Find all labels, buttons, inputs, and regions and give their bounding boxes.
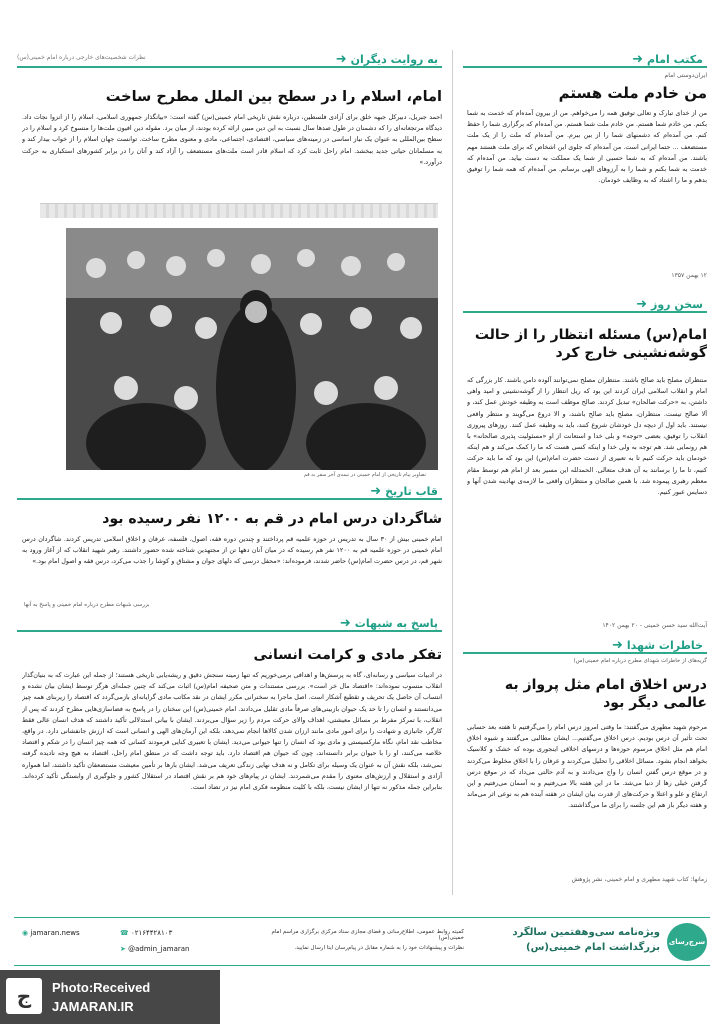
section-header-ghab-tarikh [17,482,442,500]
section-subheader: گریه‌های از خاطرات شهدای مطرح درباره امام خمینی(س) [573,658,707,664]
article-title: تفکر مادی و کرامت انسانی [253,647,442,663]
arrow-left-icon: ➜ [632,51,644,67]
article-body: مرحوم شهید مطهری می‌گفتند: ما وقتی امروز درس امام را می‌گرفتیم تا هفته بعد حسابی تحت تأثیر آن درس بودیم. درس اخلاق می‌گفتیم... ایشان مطالبی می‌گفتند و شیوه اخلاق امام هم مثل اخلاق مرسوم حوزه‌ها و درسهای اخلاقی اینجوری بوده که خشک و کلاسیک بخواهد انجام بشود. مسائل اخلاقی را تحلیل می‌کردند و عرفان را با اخلاق مخلوط می‌کردند و در موقع درس گفتن انسان را واج می‌دادند و به آدم حالتی می‌داد که در موقع درس گرفتن خیلی رها از دنیا می‌شد. ما در این هفته بالا می‌رفتیم و به آسمان می‌رفتیم و این ارتفاع و علو و اعتلا و حرکت‌های از قدرت بیان ایشان در هفته آینده هم به نوعی اثر می‌ماند و هفته دیگر باز هم این جلسه را برای ما می‌گذاشتند. [467,723,707,810]
logo [667,923,707,961]
footer-info-line2: نظرات و پیشنهادات خود را به شماره مقابل در پیام‌رسان ایتا ارسال نمایید. [294,945,464,951]
article-title: درس اخلاق امام مثل پرواز به عالمی دیگر بود [504,677,707,712]
section-header-label: قاب تاریخ [385,484,438,498]
section-header-label: مکتب امام [647,52,703,66]
section-header-label: پاسخ به شبهات [354,616,438,630]
arrow-left-icon: ➜ [370,483,382,499]
phone-number[interactable] [120,929,172,937]
globe-icon: ◉ [22,929,29,937]
site-text: jamaran.news [30,929,80,937]
arrow-left-icon: ➜ [335,51,347,67]
handle-text: @admin_jamaran [128,945,190,953]
article-body: منتظران مصلح باید صالح باشند. منتظران مصلح نمی‌توانند آلوده دامن باشند. کار بزرگی که امام و انقلاب اسلامی ایران کردند این بود که ریل انتظار را از گوشه‌نشینی و امید واهی داشتن، به «حرکت صالحان» تبدیل کردند. صالح موظف است به وظیفه خودش عمل کند، و آلا صالح نیست. منتظران، مصلح باید صالح باشند، و الا دروغ می‌گویند و منتظر واقعی نیستند. باید اول از دیچه دل خودشان شروع کنند، باید به وظیفه عمل کنند. روزهای پیروزی انقلاب را توفیق، بعضی «توجه» و بلی خدا و استعانت از او «مسئولیت پذیری صالحانه» با هم رونمایی شد. هم توجه به ولی خدا و اینکه کسی هست که ما را کمک می‌کند و هم اینکه خودمان باید حرکت کنیم تا به تعبیری از دست حضرت امام(س) این بود که ما باید حرکت کنیم، تا ما را برسانند به آن هدف متعالی. الحمدلله این مسیر بعد از امام هم توسط مقام معظم رهبری پیموده شد. با همین صالحان و منتظران واقعی ما لازمه‌ی نهادینه شدن آنها و دسایس عبور کنیم. [467,376,707,497]
phone-icon: ☎ [120,929,129,937]
send-icon: ➤ [120,945,126,953]
footer-info-line1: کمیته روابط عمومی، اطلاع‌رسانی و فضای مجازی ستاد مرکزی برگزاری مراسم امام خمینی(س) [271,929,464,941]
photo-caption: تصاویر پیام تاریخی از امام خمینی در نیمه‌ی آخر سفر به قم [303,472,426,478]
section-header-label: خاطرات شهدا [626,638,703,652]
historical-photo [62,224,442,474]
article-body: در ادبیات سیاسی و رسانه‌ای، گاه به پرسش‌ها و اهدافی برمی‌خوریم که تنها زمینه سنجش دقیق و ریشه‌یابی تاریخی هستند؛ از جمله این عبارت که به بنیان‌گذار انقلاب منسوب نموده‌اند: «اقتصاد مال خر است». بررسی مستندات و متن صحیفه امام(س) اثبات می‌کند که چنین جمله‌ای هرگز توسط ایشان بیان نشده و انتساب آن حاصل یک تحریف و تقطیع آشکار است. اصل ماجرا به سخنرانی مکرر ایشان در نقد مکاتب مادی گرایانه‌ای بازمی‌گردد که اقتصاد را زیربنای همه چیز می‌دانستند و انسان را تا حد یک حیوان بازبینی‌های صرفاً مادی تقلیل می‌دادند. امام خمینی(س) این سخنان را در پاسخ به فضاسازی‌هایی مطرح کردند که پس از انقلاب، با تمرکز مفرط بر مسائل معیشتی، اهداف والای حرکت مردم را زیر سؤال می‌بردند. ایشان با بیانی استدلالی تأکید داشتند که هدف انسان عالی فقط کارگر، جانبازی و شهادت را برای امور مادی مانند ارزان شدن کالاها انجام نمی‌دهد، بلکه این آرمان‌های الهی و انسانی است که ارزش جانفشانی دارد. در واقع، مخاطب نقد امام، نگاه مارکسیستی و مادی بود که انسان را تنها حیوانی می‌دید. ایشان با تعبیری کنایی فرمودند کسانی که همه چیز انسان را در شکم و اقتصاد خلاصه می‌کنند، او را با حیوان برابر دانسته‌اند، چون که حیوان هم اقتصاد دارد. باید توجه داشت که در منطق امام راحل، اقتصاد به هیچ وجه نادیده گرفته نمی‌شد، بلکه نقش آن به عنوان یک وسیله برای تکامل و نه هدف نهایی زندگی تعریف می‌شد. ایشان بارها بر تأمین معیشت مستضعفان تأکید داشتند، اما همواره آزادی و استقلال و ارزش‌های معنوی را مقدم می‌شمردند. ایشان در پیام‌های خود هم بر نقش اقتصاد در استقلال کشور و جلوگیری از وابستگی تأکید کرده‌اند. بنابراین جمله مذکور نه تنها از ایشان نیست، بلکه با کلیت منظومه فکری امام نیز در تضاد است. [22,671,442,792]
section-header-be-revayat [17,50,442,68]
article-title: امام(س) مسئله انتظار را از حالت گوشه‌نشینی خارج کرد [474,327,707,362]
section-header-maktab [463,50,707,68]
section-header-khaterat [463,636,707,654]
logo-text: سرچ‌رسای [668,938,706,946]
arrow-left-icon: ➜ [636,296,648,312]
article-title: من خادم ملت هستم [558,84,707,102]
arrow-left-icon: ➜ [611,637,623,653]
arrow-left-icon: ➜ [339,615,351,631]
section-subheader: بررسی شبهات مطرح درباره امام خمینی و پاسخ به آنها [24,602,150,608]
section-subheader: ایران‌دوستی امام [664,72,707,79]
article-body: امام خمینی بیش از ۳۰ سال به تدریس در حوزه علمیه قم پرداختند و چندین دوره فقه، اصول، فلسفه، عرفان و اخلاق اسلامی تدریس کردند. شاگردان درس امام خمینی در حوزه علمیه قم به ۱۲۰۰ نفر هم رسیده که در میان آنان دهها تن از مجتهدین شناخته شده حضور داشتند. رهبر شهید انقلاب که از آغاز ورود به شهر قم، در درس حضرت امام(س) حاضر شدند، فرموده‌اند: «محفل درسی که دلهای جوان و مشتاق و کوشا را جذب می‌کرد، درس فقه و اصول امام بود.» [22,535,442,566]
article-source: آیت‌الله سید حسن خمینی - ۲۰ بهمن ۱۴۰۲ [602,622,707,629]
section-header-label: به روایت دیگران [350,52,438,66]
column-divider [452,50,453,895]
phone-text: ۰۲۱۶۴۴۲۸۱۰۳ [130,929,173,937]
article-title: امام، اسلام را در سطح بین الملل مطرح ساخت [105,89,442,105]
badge-title: ویژه‌نامه سی‌وهفتمین سالگرد بزرگداشت امام خمینی(س) [512,927,660,953]
site-link[interactable] [22,929,80,937]
jamaran-logo-icon: ج [6,978,42,1014]
watermark-line2: JAMARAN.IR [52,999,134,1014]
watermark-line1: Photo:Received [52,980,151,995]
section-header-sokhan-rooz [463,295,707,313]
article-source: ۱۲ بهمن ۱۳۵۷ [671,272,707,279]
social-handle[interactable] [120,945,190,953]
torn-paper-edge [40,203,438,218]
article-body: احمد جبریل، دبیرکل جبهه خلق برای آزادی فلسطین، درباره نقش تاریخی امام خمینی(س) گفته است: «بیانگذار جمهوری اسلامی، اسلام را از انزوا نجات داد. دیدگاه مرتجعانه‌ای را که دشمنان در طول صدها سال نسبت به این دین مبین ارائه کرده بودند، از میان برد. مقوله دین افیون ملت‌ها را منسوخ کرد و اسلام را در سطح بین‌المللی به عنوان یک نیاز اساسی در زمینه‌های سیاسی، اقتصادی، اجتماعی، مادی و معنوی مطرح ساخت. توانست جهان اسلام را از خواب بیدار کند و به مسلمانان حیاتی جدید ببخشد. امام راحل ثابت کرد که اسلام قادر است ملت‌های مستضعف را آزاد کند و آنان را در برابر کشورهای استکباری به حرکت درآورد.» [22,113,442,166]
section-subheader: نظرات شخصیت‌های خارجی درباره امام خمینی(س) [17,54,146,61]
article-source: زمانها: کتاب شهید مطهری و امام خمینی، نشر پژوهش [571,876,707,883]
crowd-photo-image [66,228,438,470]
section-header-label: سخن روز [651,297,703,311]
article-title: شاگردان درس امام در قم به ۱۲۰۰ نفر رسیده بود [102,511,442,527]
article-body: من از خدای تبارک و تعالی توفیق همه را می‌خواهم. من از بیرون آمده‌ام که خدمت به شما بکنم. من خادم شما هستم. من خادم ملت شما هستم. من آمده‌ام که برگزاری شما را حفظ کنم. من آمده‌ام که دشمنهای شما را از بین ببرم. من آمده‌ام که ملت را از یک ملت مستضعف ... حتما ایرانی است. من آمده‌ام که جلوی این اشخاص که برای ملت هستند مهم باشند. من آمده‌ام که به شما حسبی از شما یک مملکت به دست بیاید. من آمده‌ام که خدمت به شما بکنم و شما را به آرزوهای الهی برسانم. من آمده‌ام که همه شما را توفیق بدهم و ما را اشتاد که به وظایف خودمان. [467,109,707,185]
photo-credit-watermark [0,970,220,1024]
section-header-pasokh [17,614,442,632]
